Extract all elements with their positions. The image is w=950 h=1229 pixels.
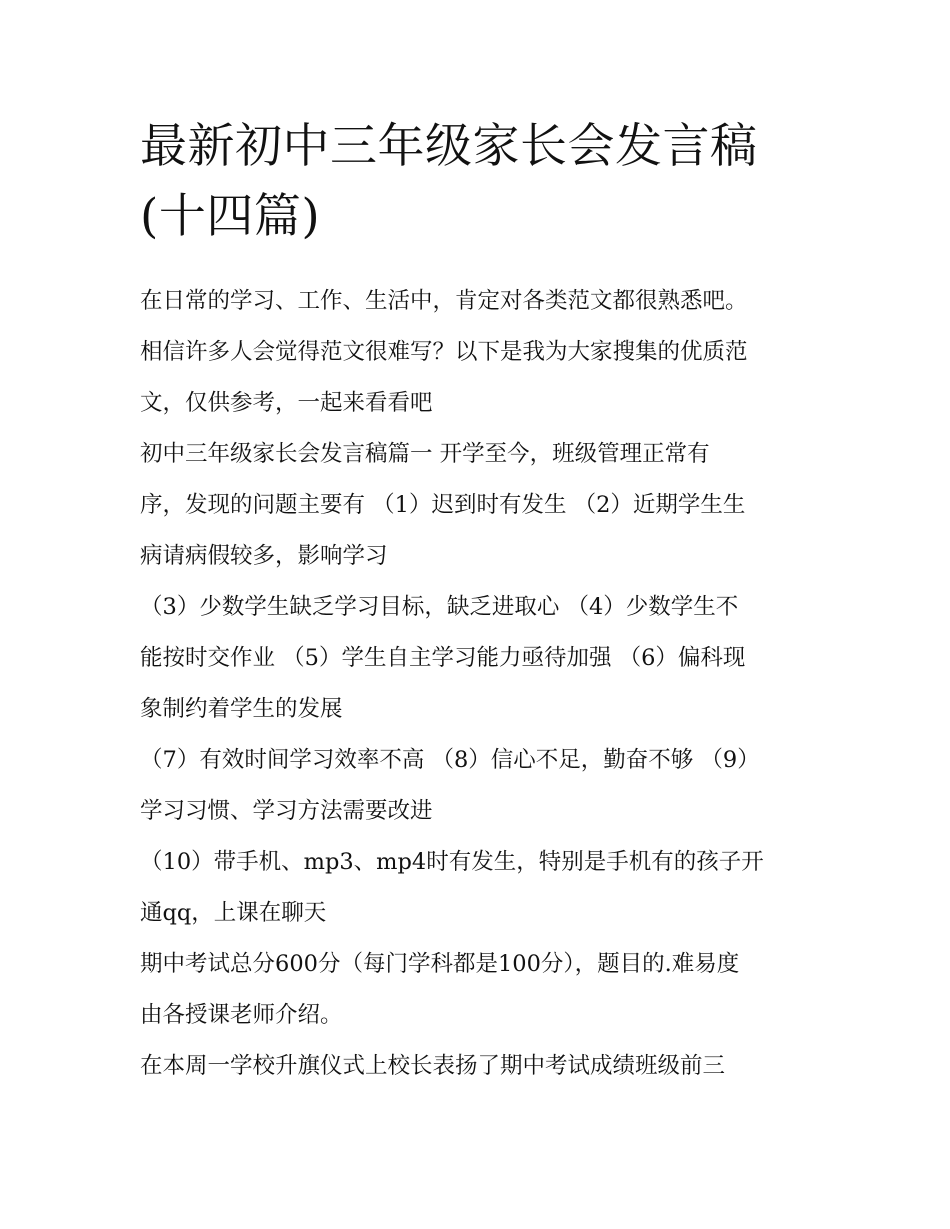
body-line: 序，发现的问题主要有 （1）迟到时有发生 （2）近期学生生 bbox=[140, 492, 746, 518]
body-line: （10）带手机、mp3、mp4时有发生，特别是手机有的孩子开 bbox=[140, 849, 764, 875]
document-body bbox=[140, 276, 820, 1092]
document-title bbox=[140, 112, 820, 252]
body-line: 能按时交作业 （5）学生自主学习能力亟待加强 （6）偏科现 bbox=[140, 645, 746, 671]
body-line: 学习习惯、学习方法需要改进 bbox=[140, 798, 433, 824]
document-content bbox=[140, 112, 820, 1092]
body-line: 由各授课老师介绍。 bbox=[140, 1002, 343, 1028]
body-line: 象制约着学生的发展 bbox=[140, 696, 343, 722]
title-line-1: 最新初中三年级家长会发言稿 bbox=[140, 119, 758, 174]
body-line: 通qq，上课在聊天 bbox=[140, 900, 327, 926]
body-line: 在日常的学习、工作、生活中，肯定对各类范文都很熟悉吧。 bbox=[140, 288, 748, 314]
body-line: （3）少数学生缺乏学习目标，缺乏进取心 （4）少数学生不 bbox=[140, 594, 739, 620]
body-line: 相信许多人会觉得范文很难写？以下是我为大家搜集的优质范 bbox=[140, 339, 748, 365]
body-line: 期中考试总分600分（每门学科都是100分），题目的.难易度 bbox=[140, 951, 740, 977]
body-line: 病请病假较多，影响学习 bbox=[140, 543, 388, 569]
body-line: （7）有效时间学习效率不高 （8）信心不足，勤奋不够 （9） bbox=[140, 747, 760, 773]
title-line-2: (十四篇) bbox=[140, 189, 321, 244]
body-line: 初中三年级家长会发言稿篇一 开学至今，班级管理正常有 bbox=[140, 441, 710, 467]
body-line: 在本周一学校升旗仪式上校长表扬了期中考试成绩班级前三 bbox=[140, 1053, 726, 1079]
body-line: 文，仅供参考，一起来看看吧 bbox=[140, 390, 433, 416]
